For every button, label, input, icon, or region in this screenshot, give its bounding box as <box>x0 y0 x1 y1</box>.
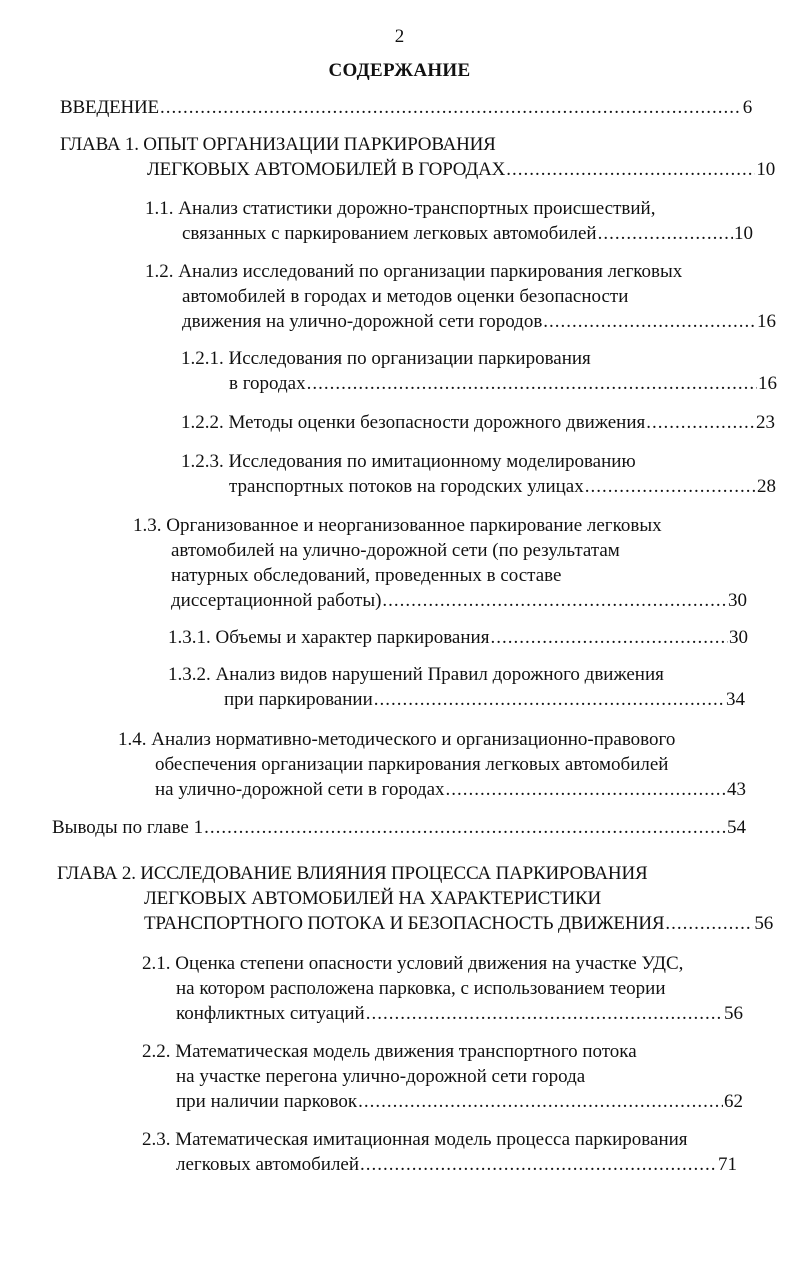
toc-page-number: 10 <box>734 223 753 244</box>
leader-dots <box>204 815 726 840</box>
toc-page-number: 34 <box>726 689 745 710</box>
toc-entry-line: 1.2. Анализ исследований по организации паркирования легковых <box>145 261 683 282</box>
toc-entry-title: ТРАНСПОРТНОГО ПОТОКА И БЕЗОПАСНОСТЬ ДВИЖЕНИЯ <box>144 913 665 934</box>
toc-entry-conclusions-chapter-1[interactable] <box>52 815 746 840</box>
leader-dots <box>665 911 753 936</box>
toc-entry-chapter-2[interactable] <box>57 861 773 936</box>
leader-dots <box>598 221 733 246</box>
leader-dots <box>160 95 742 120</box>
toc-entry-line: 1.3.2. Анализ видов нарушений Правил дорожного движения <box>168 664 664 685</box>
toc-entry-line: на котором расположена парковка, с использованием теории <box>176 978 666 999</box>
toc-entry-line: 1.3. Организованное и неорганизованное паркирование легковых <box>133 515 662 536</box>
toc-page-number: 62 <box>724 1091 743 1112</box>
toc-entry-section-1-3-2[interactable] <box>168 662 745 712</box>
leader-dots <box>366 1001 723 1026</box>
toc-entry-chapter-1[interactable] <box>60 132 775 182</box>
leader-dots <box>506 157 755 182</box>
toc-entry-introduction[interactable] <box>60 95 752 120</box>
leader-dots <box>543 309 756 334</box>
leader-dots <box>307 371 757 396</box>
toc-entry-line: ГЛАВА 1. ОПЫТ ОРГАНИЗАЦИИ ПАРКИРОВАНИЯ <box>60 134 496 155</box>
toc-entry-section-1-1[interactable] <box>145 196 753 246</box>
toc-page-number: 16 <box>757 311 776 332</box>
leader-dots <box>382 588 727 613</box>
page-number: 2 <box>394 26 405 47</box>
page-title: СОДЕРЖАНИЕ <box>328 60 471 81</box>
toc-entry-title: на улично-дорожной сети в городах <box>155 779 445 800</box>
toc-page-number: 56 <box>724 1003 743 1024</box>
toc-entry-line: ГЛАВА 2. ИССЛЕДОВАНИЕ ВЛИЯНИЯ ПРОЦЕССА ПАРКИРОВАНИЯ <box>57 863 648 884</box>
toc-entry-title: диссертационной работы) <box>171 590 382 611</box>
toc-entry-line: 1.1. Анализ статистики дорожно-транспортных происшествий, <box>145 198 656 219</box>
toc-entry-title: ВВЕДЕНИЕ <box>60 97 159 118</box>
toc-page-number: 6 <box>742 97 752 118</box>
toc-page-number: 30 <box>729 627 748 648</box>
leader-dots <box>585 474 756 499</box>
toc-entry-line: 1.2.3. Исследования по имитационному моделированию <box>181 451 636 472</box>
toc-entry-line: обеспечения организации паркирования легковых автомобилей <box>155 754 669 775</box>
toc-entry-line: на участке перегона улично-дорожной сети города <box>176 1066 586 1087</box>
toc-page-number: 43 <box>727 779 746 800</box>
toc-entry-title: 1.2.2. Методы оценки безопасности дорожного движения <box>181 412 646 433</box>
toc-entry-section-1-2-1[interactable] <box>181 346 777 396</box>
toc-page-number: 56 <box>754 913 773 934</box>
toc-entry-section-1-4[interactable] <box>118 727 746 802</box>
toc-entry-section-2-2[interactable] <box>142 1039 743 1114</box>
toc-page-number: 16 <box>758 373 777 394</box>
toc-entry-line: натурных обследований, проведенных в составе <box>171 565 562 586</box>
toc-entry-section-1-2-2[interactable] <box>181 410 775 435</box>
toc-entry-title: ЛЕГКОВЫХ АВТОМОБИЛЕЙ В ГОРОДАХ <box>147 159 506 180</box>
toc-entry-line: автомобилей в городах и методов оценки безопасности <box>182 286 629 307</box>
toc-entry-line: 2.3. Математическая имитационная модель процесса паркирования <box>142 1129 688 1150</box>
toc-page-number: 30 <box>728 590 747 611</box>
toc-page-number: 10 <box>756 159 775 180</box>
toc-entry-section-1-2[interactable] <box>145 259 776 334</box>
toc-page-number: 23 <box>756 412 775 433</box>
toc-page-number: 28 <box>757 476 776 497</box>
toc-entry-title: транспортных потоков на городских улицах <box>229 476 584 497</box>
toc-entry-title: при паркировании <box>224 689 373 710</box>
toc-entry-line: ЛЕГКОВЫХ АВТОМОБИЛЕЙ НА ХАРАКТЕРИСТИКИ <box>144 888 602 909</box>
leader-dots <box>646 410 755 435</box>
toc-entry-section-1-3-1[interactable] <box>168 625 748 650</box>
toc-entry-section-1-2-3[interactable] <box>181 449 776 499</box>
toc-entry-section-2-1[interactable] <box>142 951 743 1026</box>
toc-entry-line: 1.2.1. Исследования по организации паркирования <box>181 348 591 369</box>
toc-entry-title: Выводы по главе 1 <box>52 817 204 838</box>
toc-entry-line: 2.2. Математическая модель движения транспортного потока <box>142 1041 637 1062</box>
toc-entry-section-1-3[interactable] <box>133 513 747 613</box>
toc-entry-title: конфликтных ситуаций <box>176 1003 365 1024</box>
toc-entry-line: 1.4. Анализ нормативно-методического и организационно-правового <box>118 729 676 750</box>
toc-entry-line: автомобилей на улично-дорожной сети (по результатам <box>171 540 620 561</box>
toc-entry-title: легковых автомобилей <box>176 1154 360 1175</box>
toc-page-number: 71 <box>718 1154 737 1175</box>
toc-entry-title: при наличии парковок <box>176 1091 358 1112</box>
leader-dots <box>490 625 728 650</box>
toc-entry-line: 2.1. Оценка степени опасности условий движения на участке УДС, <box>142 953 684 974</box>
toc-entry-title: связанных с паркированием легковых автомобилей <box>182 223 597 244</box>
toc-page-number: 54 <box>727 817 746 838</box>
toc-entry-title: в городах <box>229 373 306 394</box>
leader-dots <box>446 777 726 802</box>
toc-entry-title: движения на улично-дорожной сети городов <box>182 311 543 332</box>
leader-dots <box>374 687 725 712</box>
toc-entry-section-2-3[interactable] <box>142 1127 737 1177</box>
toc-entry-title: 1.3.1. Объемы и характер паркирования <box>168 627 490 648</box>
leader-dots <box>358 1089 723 1114</box>
leader-dots <box>360 1152 717 1177</box>
